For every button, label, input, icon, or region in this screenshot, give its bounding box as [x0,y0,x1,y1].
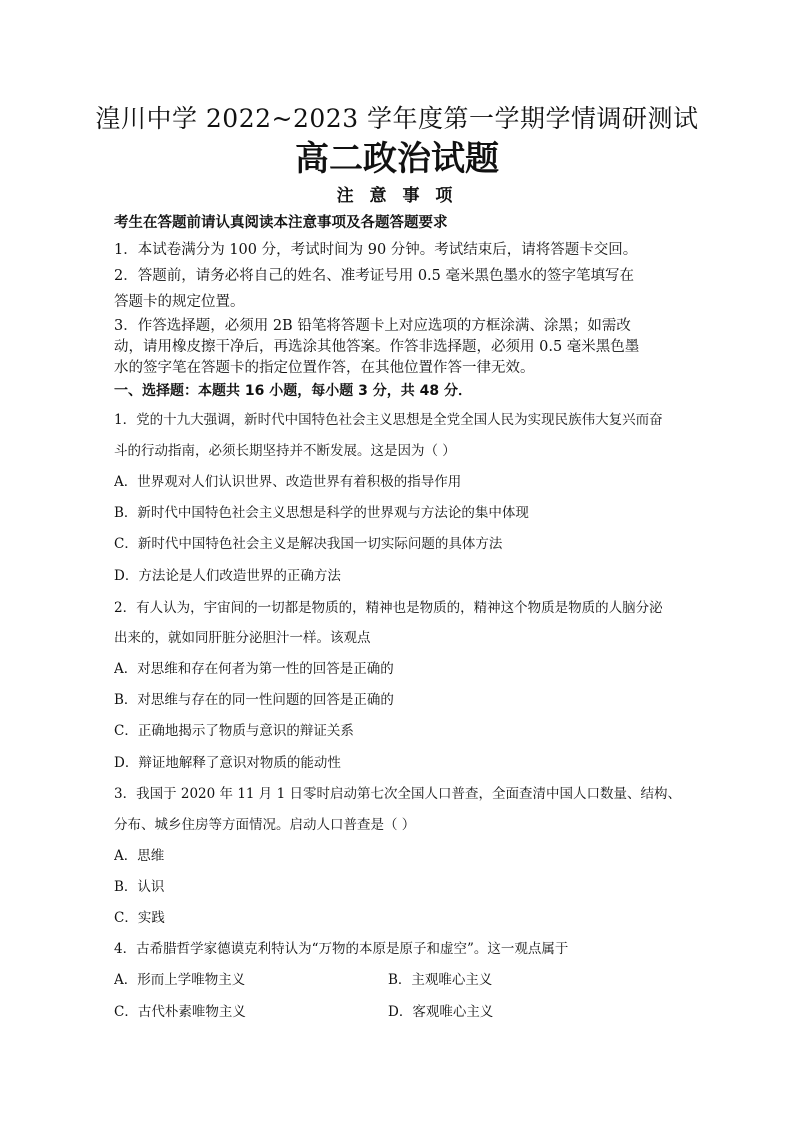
option-b: B．对思维与存在的同一性问题的回答是正确的 [114,692,394,708]
question-stem: 斗的行动指南，必须长期坚持并不断发展。这是因为（ ） [114,443,456,459]
notice-line: 答题卡的规定位置。 [114,294,245,310]
option-a: A．形而上学唯物主义 [114,972,246,988]
question-stem: 2．有人认为，宇宙间的一切都是物质的，精神也是物质的，精神这个物质是物质的人脑分泌 [114,600,663,616]
school-title: 湟川中学 2022~2023 学年度第一学期学情调研测试 [95,104,699,133]
option-c: C．实践 [114,910,165,926]
question-stem: 分布、城乡住房等方面情况。启动人口普查是（ ） [114,817,416,833]
notice-line: 2．答题前，请务必将自己的姓名、准考证号用 0.5 毫米黑色墨水的签字笔填写在 [114,268,635,284]
option-a: A．对思维和存在何者为第一性的回答是正确的 [114,661,394,677]
option-b: B．新时代中国特色社会主义思想是科学的世界观与方法论的集中体现 [114,505,529,521]
option-b: B．主观唯心主义 [388,972,493,988]
section-heading: 一、选择题：本题共 16 小题，每小题 3 分，共 48 分． [114,383,472,399]
notice-line: 动，请用橡皮擦干净后，再选涂其他答案。作答非选择题，必须用 0.5 毫米黑色墨 [114,339,640,355]
option-a: A．世界观对人们认识世界、改造世界有着积极的指导作用 [114,474,462,490]
question-stem: 1．党的十九大强调，新时代中国特色社会主义思想是全党全国人民为实现民族伟大复兴而奋 [114,412,663,428]
option-b: B．认识 [114,879,165,895]
notice-line: 水的签字笔在答题卡的指定位置作答，在其他位置作答一律无效。 [114,360,535,376]
question-stem: 4．古希腊哲学家德谟克利特认为“万物的本原是原子和虚空”。这一观点属于 [114,941,569,957]
option-d: D．辩证地解释了意识对物质的能动性 [114,755,341,771]
exam-title: 高二政治试题 [295,139,499,179]
option-c: C．古代朴素唯物主义 [114,1004,246,1020]
option-c: C．正确地揭示了物质与意识的辩证关系 [114,723,354,739]
option-c: C．新时代中国特色社会主义是解决我国一切实际问题的具体方法 [114,536,503,552]
question-stem: 3．我国于 2020 年 11 月 1 日零时启动第七次全国人口普查，全面查清中国人口数量、结构、 [114,786,681,802]
notice-title: 注 意 事 项 [336,186,458,206]
notice-line: 3．作答选择题，必须用 2B 铅笔将答题卡上对应选项的方框涂满、涂黑；如需改 [114,318,631,334]
question-stem: 出来的，就如同肝脏分泌胆汁一样。该观点 [114,630,371,646]
option-d: D．客观唯心主义 [388,1004,494,1020]
option-d: D．方法论是人们改造世界的正确方法 [114,568,341,584]
notice-line: 1．本试卷满分为 100 分，考试时间为 90 分钟。考试结束后，请将答题卡交回。 [114,242,638,258]
option-a: A．思维 [114,848,165,864]
notice-heading: 考生在答题前请认真阅读本注意事项及各题答题要求 [114,215,448,231]
